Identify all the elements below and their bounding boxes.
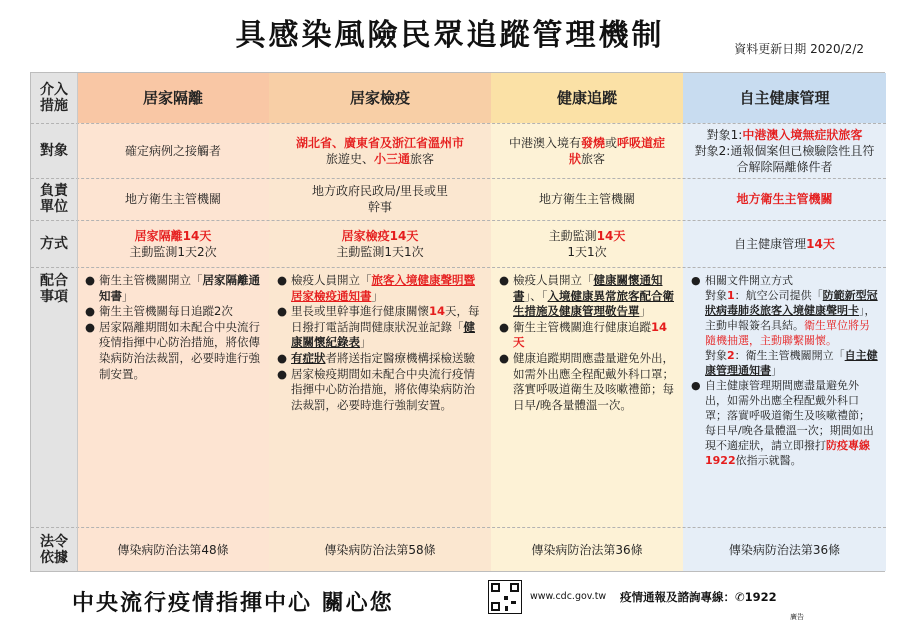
hotline: 疫情通報及諮詢專線：✆1922 [620,590,777,604]
row-measures [31,267,884,527]
row-label-responsible: 負責單位 [40,183,68,215]
target-self-health-management: 對象1:中港澳入境無症狀旅客 對象2:通報個案但已檢驗陰性且符合解除隔離條件者 [694,127,875,174]
update-date: 資料更新日期 2020/2/2 [734,42,864,56]
target-home-quarantine: 湖北省、廣東省及浙江省溫州市 旅遊史、小三通旅客 [295,135,464,166]
row-target [31,123,884,178]
law-home-isolation: 傳染病防治法第48條 [117,543,229,557]
header-row [31,73,884,123]
list-item: ● 有症狀者將送指定醫療機構採檢送驗 [277,350,475,365]
ad-label: 廣告 [790,613,804,621]
measures-home-quarantine [269,267,491,527]
list-item: ● 相關文件開立方式 對象1：航空公司提供「防範新型冠狀病毒肺炎旅客入境健康聲明卡」，主動申報簽名具結。衛生單位將另隨機抽選，主動聯繫關懷。 對象2：衛生主管機關開立「自主健康管理通知書」 [691,274,878,377]
law-home-quarantine: 傳染病防治法第58條 [324,543,436,557]
list-item: ● 健康追蹤期間應盡量避免外出，如需外出應全程配戴外科口罩；落實呼吸道衛生及咳嗽禮節；每日早/晚各量體溫一次。 [499,350,674,412]
list-item: ● 檢疫人員開立「健康關懷通知書」、「入境健康異常旅客配合衛生措施及健康管理敬告單」 [499,273,674,319]
list-item: ● 里長或里幹事進行健康關懷14天，每日撥打電話詢問健康狀況並記錄「健康關懷紀錄表」 [277,304,480,350]
responsible-health-tracking: 地方衛生主管機關 [538,192,635,206]
corner-header: 介入措施 [40,82,68,114]
header-home-quarantine: 居家檢疫 [349,89,410,107]
footer-org: 中央流行疫情指揮中心 關心您 [72,591,394,616]
cdc-url[interactable]: www.cdc.gov.tw [530,591,607,602]
row-method [31,220,884,267]
qr-code-icon [488,580,522,614]
method-home-isolation: 居家隔離14天 主動監測1天2次 [129,228,217,259]
list-item: ● 衛生主管機關每日追蹤2次 [85,304,233,319]
list-item: ● 檢疫人員開立「旅客入境健康聲明暨居家檢疫通知書」 [277,273,475,303]
header-health-tracking: 健康追蹤 [556,89,617,107]
method-health-tracking: 主動監測14天 1天1次 [548,228,626,259]
list-item: ● 居家檢疫期間如未配合中央流行疫情指揮中心防治措施，將依傳染病防治法裁罰，必要時進行強制安置。 [277,366,475,412]
method-home-quarantine: 居家檢疫14天 主動監測1天1次 [336,228,424,259]
law-health-tracking: 傳染病防治法第36條 [531,543,643,557]
phone-icon: ✆ [735,590,745,604]
method-self-health-management: 自主健康管理14天 [734,236,835,251]
row-responsible [31,178,884,220]
list-item: ● 自主健康管理期間應盡量避免外出，如需外出應全程配戴外科口罩；落實呼吸道衛生及咳嗽禮節；每日早/晚各量體溫一次；期間如出現不適症狀，請立即撥打防疫專線1922依指示就醫。 [691,379,874,467]
row-label-law: 法令依據 [40,534,68,566]
measures-self-health-management [683,267,886,527]
row-label-method: 方式 [40,235,68,252]
row-label-target: 對象 [40,142,68,159]
header-home-isolation: 居家隔離 [142,89,203,107]
row-label-measures: 配合事項 [40,273,68,305]
tracking-table [30,72,885,572]
target-home-isolation: 確定病例之接觸者 [124,143,221,158]
page-title: 具感染風險民眾追蹤管理機制 [235,18,665,53]
responsible-self-health-management: 地方衛生主管機關 [736,192,833,206]
list-item: ● 衛生主管機關開立「居家隔離通知書」 [85,273,260,303]
law-self-health-management: 傳染病防治法第36條 [728,543,841,557]
responsible-home-quarantine: 地方政府民政局/里長或里幹事 [311,184,449,214]
list-item: ● 居家隔離期間如未配合中央流行疫情指揮中心防治措施，將依傳染病防治法裁罰，必要時進行強制安置。 [85,319,260,381]
target-health-tracking: 中港澳入境有發燒或呼吸道症狀旅客 [508,135,666,166]
list-item: ● 衛生主管機關進行健康追蹤14天 [499,319,668,350]
responsible-home-isolation: 地方衛生主管機關 [124,192,221,206]
measures-home-isolation [77,267,269,527]
row-law [31,527,884,573]
header-self-health-management: 自主健康管理 [739,89,830,107]
measures-health-tracking [491,267,683,527]
